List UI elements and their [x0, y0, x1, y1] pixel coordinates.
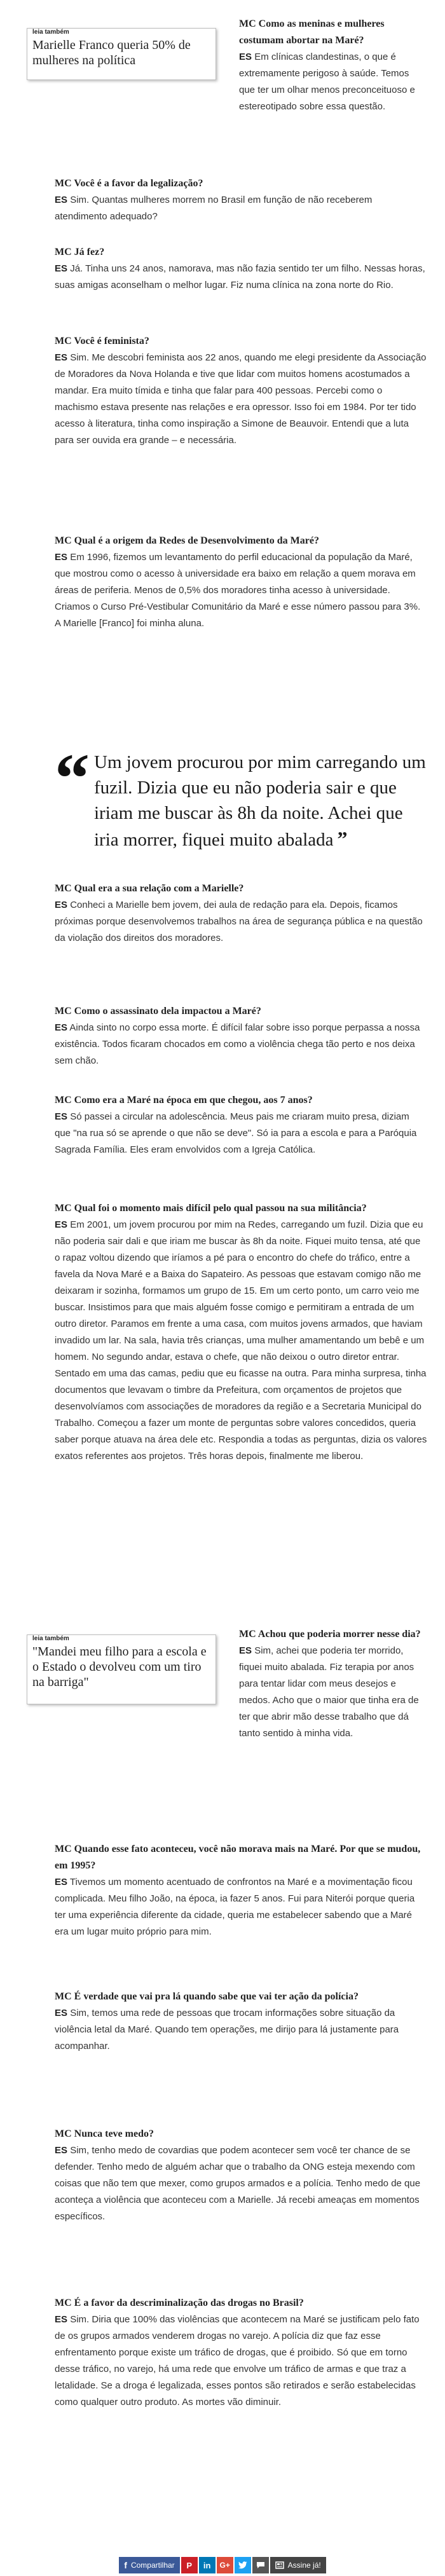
subscribe-button[interactable]	[270, 2557, 326, 2573]
interview-item	[55, 244, 427, 294]
question-text: Qual foi o momento mais difícil pelo qual passou na sua militância?	[74, 1203, 367, 1214]
speaker-label: MC	[239, 1629, 256, 1640]
speaker-label: ES	[55, 2145, 68, 2156]
interview-question	[55, 533, 427, 549]
related-tag: leia também	[32, 1635, 69, 1642]
answer-text: Sim. Quantas mulheres morrem no Brasil em função de não receberem atendimento adequado?	[55, 195, 373, 222]
linkedin-button[interactable]	[199, 2557, 216, 2573]
question-text: Como as meninas e mulheres costumam abortar na Maré?	[239, 18, 385, 46]
interview-question	[55, 1989, 427, 2005]
speaker-label: MC	[55, 178, 72, 189]
interview-item	[55, 1989, 427, 2055]
answer-text: Em 2001, um jovem procurou por mim na Redes, carregando um fuzil. Dizia que eu não poderia sair dali e que iriam me buscar às 8h da noite. Fiquei muito tensa, até que o rapaz voltou dizendo que iríamos a pé para o encontro do chefe do tráfico, entre a favela da Nova Maré e a Baixa do Sapateiro. As pessoas que estavam comigo não me deixaram ir sozinha, formamos um grupo de 15. Em um certo ponto, um carro veio me buscar. Insistimos para que mais alguém fosse comigo e permitiram a entrada de um outro diretor. Paramos em frente a uma casa, com muitos jovens armados, que haviam invadido um lar. Na sala, havia três crianças, uma mulher amamentando um bebê e um homem. No segundo andar, estava o chefe, que não deixou o outro diretor entrar. Sentado em uma das camas, pediu que eu ficasse na outra. Para minha surpresa, tinha documentos que levavam o timbre da Prefeitura, com orçamentos de projetos que desenvolvíamos com associações de moradores da região e a Secretaria Municipal do Trabalho. Começou a fazer um monte de perguntas sobre valores concedidos, queria saber porque atuava na área dele etc. Respondia a todas as perguntas, dizia os valores exatos referentes aos projetos. Três horas depois, finalmente me liberou.	[55, 1219, 427, 1462]
speaker-label: ES	[55, 1111, 68, 1122]
interview-question	[55, 175, 427, 192]
google-plus-icon: G+	[219, 2561, 230, 2570]
speaker-label: MC	[55, 2128, 72, 2139]
interview-answer	[55, 2142, 427, 2225]
newspaper-icon	[275, 2561, 284, 2569]
speaker-label: MC	[55, 1006, 72, 1017]
answer-text: Só passei a circular na adolescência. Meus pais me criaram muito presa, diziam que "na rua só se aprende o que não se deve". Só ia para a escola e para a Paróquia Sagrada Família. Eles eram envolvidos com a Igreja Católica.	[55, 1111, 417, 1155]
speaker-label: ES	[239, 51, 252, 62]
speaker-label: ES	[55, 2008, 68, 2018]
answer-text: Em 1996, fizemos um levantamento do perfil educacional da população da Maré, que mostrou como o acesso à universidade era baixo em relação a quem morava em áreas de periferia. Menos de 0,5% dos moradores tinha acesso à universidade. Criamos o Curso Pré-Vestibular Comunitário da Maré e esse número passou para 3%. A Marielle [Franco] foi minha aluna.	[55, 552, 421, 629]
interview-item	[55, 533, 427, 632]
speaker-label: ES	[55, 1219, 68, 1230]
interview-item	[55, 2126, 427, 2225]
speaker-label: ES	[55, 352, 68, 363]
speaker-label: MC	[55, 2298, 72, 2308]
speaker-label: ES	[55, 1877, 68, 1887]
question-text: Qual era a sua relação com a Marielle?	[74, 883, 244, 894]
answer-text: Tivemos um momento acentuado de confrontos na Maré e a movimentação ficou complicada. Meu filho João, na época, ia fazer 5 anos. Fui para Niterói porque queria ter uma experiência diferente da cidade, queria me estabelecer sabendo que a Maré era um lugar muito próprio para mim.	[55, 1877, 415, 1937]
interview-item	[55, 16, 427, 115]
speaker-label: ES	[55, 552, 68, 563]
question-text: Nunca teve medo?	[74, 2128, 154, 2139]
pull-quote-body: Um jovem procurou por mim carregando um fuzil. Dizia que eu não poderia sair e que iriam me buscar às 8h da noite. Achei que iria morrer, fiquei muito abalada	[94, 752, 426, 850]
speaker-label: MC	[55, 1991, 72, 2002]
interview-item	[55, 175, 427, 225]
interview-question	[239, 16, 427, 49]
pull-quote	[55, 739, 427, 853]
interview-question	[55, 1003, 427, 1020]
open-quote-icon: “	[55, 739, 90, 817]
interview-answer	[55, 1217, 427, 1465]
interview-question	[239, 1626, 427, 1643]
interview-item	[55, 1200, 427, 1465]
speaker-label: MC	[55, 336, 72, 346]
facebook-share-button[interactable]	[119, 2557, 179, 2573]
interview-item	[55, 1092, 427, 1158]
related-tag: leia também	[32, 29, 69, 36]
interview-item	[55, 2295, 427, 2411]
twitter-button[interactable]	[235, 2557, 251, 2573]
answer-text: Sim, tenho medo de covardias que podem acontecer sem você ter chance de se defender. Tenho medo de alguém achar que o trabalho da ONG esteja mexendo com coisas que não tem que mexer, como grupos armados e a polícia. Tenho medo de que aconteça a violência que aconteceu com a Marielle. Já recebi ameaças em momentos específicos.	[55, 2145, 421, 2222]
interview-question	[55, 333, 427, 350]
answer-text: Já. Tinha uns 24 anos, namorava, mas não fazia sentido ter um filho. Nessas horas, suas amigas aconselham o melhor lugar. Fiz numa clínica na zona norte do Rio.	[55, 263, 425, 291]
speaker-label: ES	[55, 900, 68, 910]
interview-answer	[239, 49, 427, 115]
interview-answer	[55, 897, 427, 947]
pull-quote-text	[94, 750, 427, 853]
speaker-label: ES	[55, 2314, 68, 2325]
related-title[interactable]: "Mandei meu filho para a escola e o Estado o devolveu com um tiro na barriga"	[32, 1645, 207, 1689]
share-bar	[0, 2554, 445, 2576]
speaker-label: MC	[55, 1203, 72, 1214]
subscribe-label: Assine já!	[287, 2561, 321, 2570]
comment-icon	[256, 2561, 265, 2569]
interview-answer	[55, 192, 427, 225]
question-text: Você é a favor da legalização?	[74, 178, 203, 189]
speaker-label: MC	[55, 1844, 72, 1854]
interview-question	[55, 2295, 427, 2312]
answer-text: Em clínicas clandestinas, o que é extremamente perigoso à saúde. Temos que ter um olhar menos preconceituoso e estereotipado sobre essa questão.	[239, 51, 415, 112]
interview-answer	[55, 2005, 427, 2055]
answer-text: Sim, temos uma rede de pessoas que trocam informações sobre situação da violência letal da Maré. Quando tem operações, me dirijo para lá justamente para acompanhar.	[55, 2008, 399, 2052]
interview-item	[55, 1003, 427, 1069]
interview-question	[55, 1092, 427, 1109]
speaker-label: ES	[55, 195, 68, 205]
google-plus-button[interactable]	[217, 2557, 233, 2573]
interview-answer	[55, 261, 427, 294]
interview-answer	[239, 1643, 427, 1742]
interview-question	[55, 244, 427, 261]
question-text: Qual é a origem da Redes de Desenvolvimento da Maré?	[74, 535, 319, 546]
question-text: É verdade que vai pra lá quando sabe que vai ter ação da polícia?	[74, 1991, 359, 2002]
question-text: Achou que poderia morrer nesse dia?	[257, 1629, 421, 1640]
interview-question	[55, 1200, 427, 1217]
interview-item	[55, 880, 427, 947]
interview-question	[55, 1841, 427, 1874]
question-text: Como o assassinato dela impactou a Maré?	[74, 1006, 261, 1017]
question-text: Quando esse fato aconteceu, você não morava mais na Maré. Por que se mudou, em 1995?	[55, 1844, 421, 1871]
speaker-label: MC	[239, 18, 256, 29]
share-label: Compartilhar	[130, 2561, 175, 2570]
speaker-label: MC	[55, 247, 72, 257]
interview-item	[55, 333, 427, 449]
answer-text: Conheci a Marielle bem jovem, dei aula de redação para ela. Depois, ficamos próximas porque desenvolvemos trabalhos na área de segurança pública e na questão da violação dos direitos dos moradores.	[55, 900, 423, 943]
answer-text: Ainda sinto no corpo essa morte. É difícil falar sobre isso porque perpassa a nossa existência. Todos ficaram chocados em como a violência chega tão perto e nos deixa sem chão.	[55, 1022, 420, 1066]
speaker-label: MC	[55, 883, 72, 894]
speaker-label: MC	[55, 1095, 72, 1106]
speaker-label: MC	[55, 535, 72, 546]
interview-answer	[55, 1020, 427, 1069]
interview-question	[55, 880, 427, 897]
speaker-label: ES	[55, 263, 68, 274]
answer-text: Sim. Me descobri feminista aos 22 anos, quando me elegi presidente da Associação de Moradores da Nova Holanda e tive que lidar com muitos homens acostumados a mandar. Era muito tímida e tinha que falar para 400 pessoas. Percebi como o machismo estava presente nas relações e era opressor. Isso foi em 1984. Por ter tido acesso à literatura, tinha como inspiração a Simone de Beauvoir. Entendi que a luta para ser ouvida era grande – e necessária.	[55, 352, 427, 446]
pinterest-button[interactable]	[181, 2557, 198, 2573]
interview-answer	[55, 2312, 427, 2411]
interview-answer	[55, 1109, 427, 1158]
comments-button[interactable]	[252, 2557, 269, 2573]
interview-answer	[55, 549, 427, 632]
question-text: É a favor da descriminalização das drogas no Brasil?	[74, 2298, 304, 2308]
pinterest-icon: P	[186, 2560, 192, 2570]
close-quote-icon: ”	[337, 827, 348, 850]
answer-text: Sim. Diria que 100% das violências que acontecem na Maré se justificam pelo fato de os grupos armados venderem drogas no varejo. A polícia diz que faz esse enfrentamento porque existe um tráfico de drogas, que é proibido. Só que em torno desse tráfico, no varejo, há uma rede que envolve um tráfico de armas e que traz a letalidade. Se a droga é legalizada, esses pontos são retirados e serão estabelecidas como qualquer outro produto. As mortes vão diminuir.	[55, 2314, 420, 2408]
linkedin-icon: in	[203, 2560, 211, 2570]
question-text: Você é feminista?	[74, 336, 149, 346]
facebook-icon: f	[124, 2560, 127, 2570]
answer-text: Sim, achei que poderia ter morrido, fiquei muito abalada. Fiz terapia por anos para tentar lidar com meus desejos e medos. Acho que o maior que tinha era de ter que abrir mão desse trabalho que dá tanto sentido à minha vida.	[239, 1645, 419, 1739]
question-text: Já fez?	[74, 247, 105, 257]
interview-answer	[55, 350, 427, 449]
interview-item	[55, 1841, 427, 1940]
twitter-icon	[238, 2561, 247, 2569]
interview-item	[55, 1626, 427, 1742]
related-title[interactable]: Marielle Franco queria 50% de mulheres na política	[32, 38, 191, 67]
question-text: Como era a Maré na época em que chegou, aos 7 anos?	[74, 1095, 313, 1106]
interview-answer	[55, 1874, 427, 1940]
speaker-label: ES	[239, 1645, 252, 1656]
speaker-label: ES	[55, 1022, 68, 1033]
interview-question	[55, 2126, 427, 2142]
